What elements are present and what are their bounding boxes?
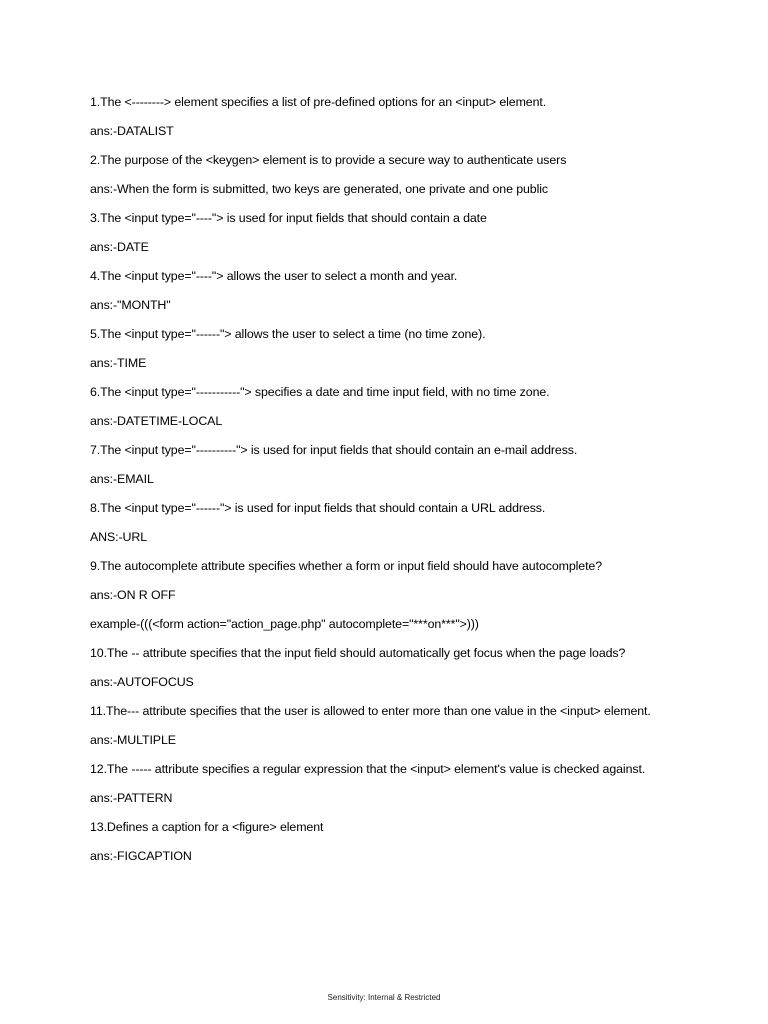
answer-line: ans:-When the form is submitted, two keys are generated, one private and one public xyxy=(90,182,548,196)
question-line: 4.The <input type="----"> allows the user to select a month and year. xyxy=(90,269,458,283)
answer-line: ANS:-URL xyxy=(90,530,148,544)
question-line: 5.The <input type="------"> allows the user to select a time (no time zone). xyxy=(90,327,486,341)
answer-line: ans:-AUTOFOCUS xyxy=(90,675,194,689)
answer-line: ans:-ON R OFF xyxy=(90,588,176,602)
answer-line: ans:-DATE xyxy=(90,240,149,254)
question-line: 7.The <input type="----------"> is used for input fields that should contain an e-mail address. xyxy=(90,443,578,457)
answer-line: ans:-FIGCAPTION xyxy=(90,849,192,863)
question-line: 10.The -- attribute specifies that the input field should automatically get focus when the page loads? xyxy=(90,646,626,660)
question-line: 13.Defines a caption for a <figure> element xyxy=(90,820,324,834)
question-line: 11.The--- attribute specifies that the user is allowed to enter more than one value in the <input> element. xyxy=(90,704,651,718)
answer-line: ans:-PATTERN xyxy=(90,791,173,805)
answer-line: ans:-MULTIPLE xyxy=(90,733,176,747)
question-line: 3.The <input type="----"> is used for input fields that should contain a date xyxy=(90,211,487,225)
question-line: 1.The <--------> element specifies a list of pre-defined options for an <input> element. xyxy=(90,95,547,109)
answer-line: ans:-TIME xyxy=(90,356,147,370)
example-line: example-(((<form action="action_page.php" autocomplete="***on***">))) xyxy=(90,617,479,631)
answer-line: ans:-"MONTH" xyxy=(90,298,171,312)
sensitivity-footer: Sensitivity: Internal & Restricted xyxy=(327,993,441,1002)
question-line: 2.The purpose of the <keygen> element is to provide a secure way to authenticate users xyxy=(90,153,567,167)
document-body xyxy=(90,93,690,865)
question-line: 8.The <input type="------"> is used for input fields that should contain a URL address. xyxy=(90,501,546,515)
question-line: 9.The autocomplete attribute specifies whether a form or input field should have autocomplete? xyxy=(90,559,602,573)
question-line: 6.The <input type="-----------"> specifies a date and time input field, with no time zone. xyxy=(90,385,550,399)
answer-line: ans:-DATALIST xyxy=(90,124,174,138)
answer-line: ans:-DATETIME-LOCAL xyxy=(90,414,223,428)
question-line: 12.The ----- attribute specifies a regular expression that the <input> element's value is checked against. xyxy=(90,762,646,776)
answer-line: ans:-EMAIL xyxy=(90,472,154,486)
